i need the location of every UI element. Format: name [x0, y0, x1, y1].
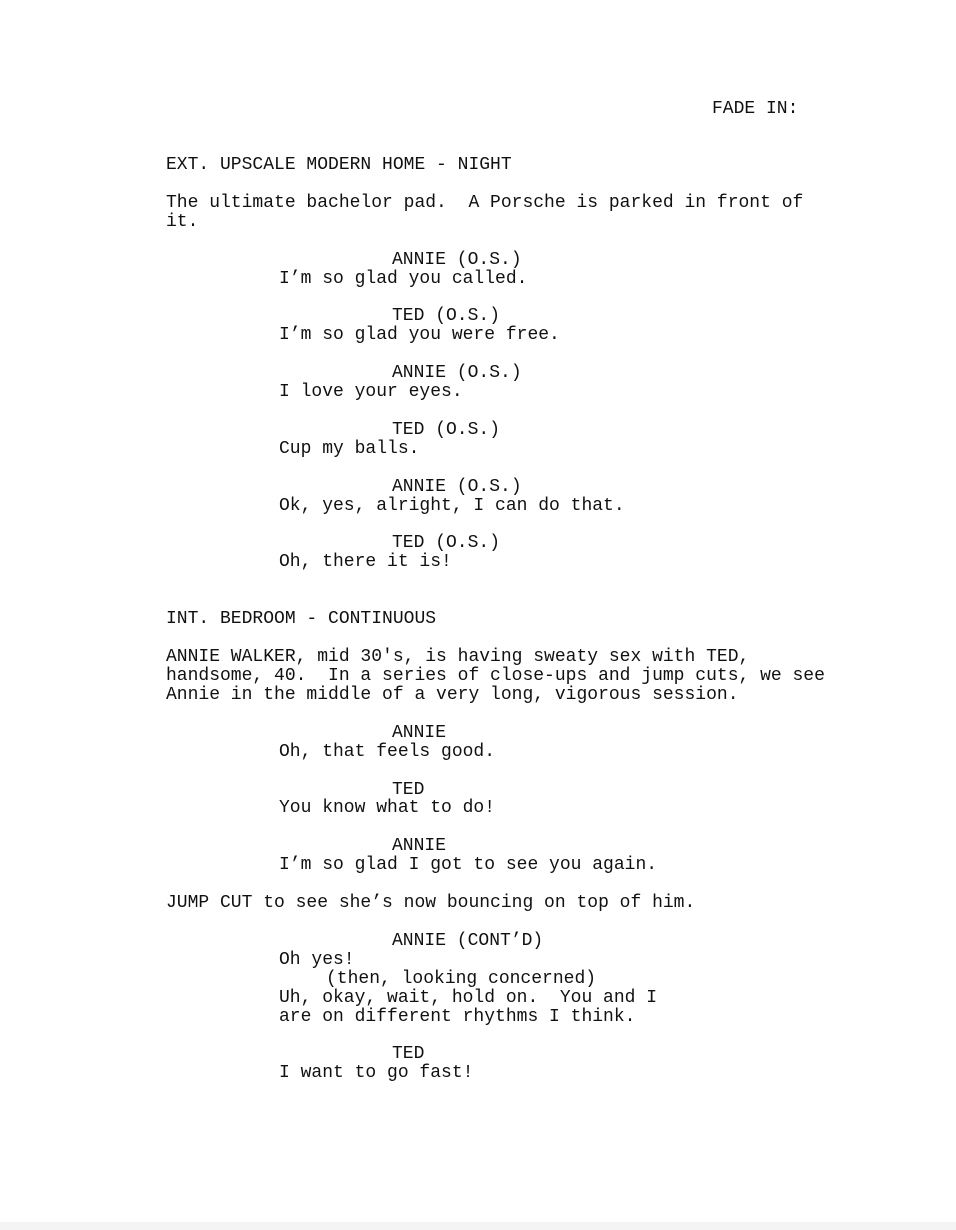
dialogue-line: Oh, there it is! [279, 552, 452, 572]
dialogue-line: Oh yes! [279, 950, 355, 970]
dialogue-line: Cup my balls. [279, 439, 420, 459]
scene-heading: INT. BEDROOM - CONTINUOUS [166, 609, 437, 629]
dialogue-line: Ok, yes, alright, I can do that. [279, 496, 625, 516]
character-name: ANNIE [392, 836, 447, 856]
dialogue-line: Oh, that feels good. [279, 742, 496, 762]
character-name: TED (O.S.) [392, 533, 501, 553]
character-name: ANNIE (O.S.) [392, 363, 522, 383]
action-line: JUMP CUT to see she’s now bouncing on top of him. [166, 893, 696, 913]
dialogue-line: are on different rhythms I think. [279, 1007, 636, 1027]
character-name: TED [392, 780, 425, 800]
dialogue-line: I love your eyes. [279, 382, 463, 402]
dialogue-line: I’m so glad you were free. [279, 325, 560, 345]
action-line: handsome, 40. In a series of close-ups and jump cuts, we see [166, 666, 825, 686]
character-name: TED (O.S.) [392, 420, 501, 440]
scene-heading: EXT. UPSCALE MODERN HOME - NIGHT [166, 155, 512, 175]
dialogue-line: You know what to do! [279, 798, 496, 818]
action-line: ANNIE WALKER, mid 30's, is having sweaty sex with TED, [166, 647, 750, 667]
action-line: Annie in the middle of a very long, vigorous session. [166, 685, 739, 705]
dialogue-line: Uh, okay, wait, hold on. You and I [279, 988, 658, 1008]
action-line: The ultimate bachelor pad. A Porsche is parked in front of [166, 193, 804, 213]
character-name: TED (O.S.) [392, 306, 501, 326]
dialogue-line: I’m so glad you called. [279, 269, 528, 289]
transition: FADE IN: [712, 99, 799, 119]
page-bottom-edge [0, 1222, 956, 1230]
character-name: ANNIE [392, 723, 447, 743]
character-name: ANNIE (O.S.) [392, 477, 522, 497]
action-line: it. [166, 212, 199, 232]
dialogue-line: I want to go fast! [279, 1063, 474, 1083]
character-name: ANNIE (CONT’D) [392, 931, 544, 951]
dialogue-line: I’m so glad I got to see you again. [279, 855, 658, 875]
character-name: ANNIE (O.S.) [392, 250, 522, 270]
character-name: TED [392, 1044, 425, 1064]
parenthetical: (then, looking concerned) [326, 969, 597, 989]
